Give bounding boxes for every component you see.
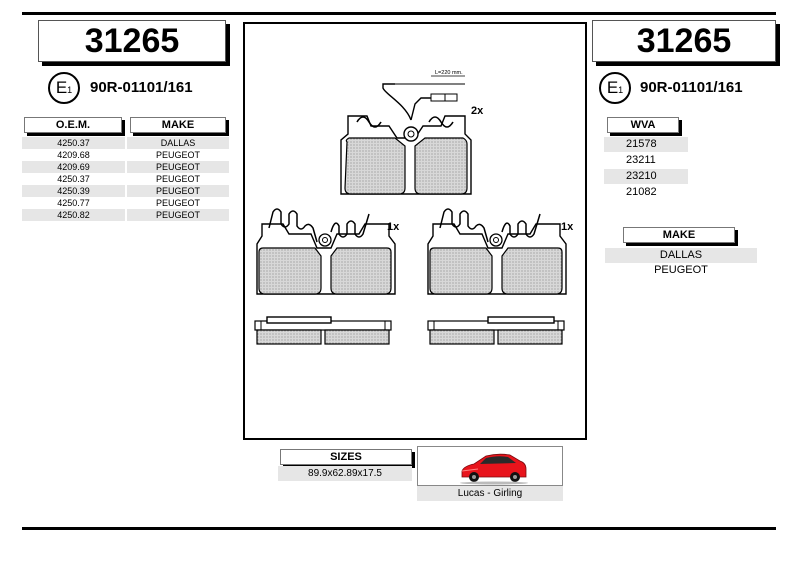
oem-cell: 4250.77 (57, 198, 90, 208)
top-rule (22, 12, 776, 15)
e-mark-icon (48, 72, 80, 104)
sizes-header: SIZES (280, 449, 412, 465)
make-cell: PEUGEOT (127, 209, 229, 221)
make-list-item: PEUGEOT (654, 264, 708, 276)
top-pad (341, 70, 484, 194)
make-cell: PEUGEOT (127, 161, 229, 173)
oem-cell: 4250.39 (22, 185, 125, 197)
oem-cell: 4250.82 (22, 209, 125, 221)
car-image (417, 446, 563, 486)
wva-item: 23210 (604, 169, 688, 184)
drawing-svg (245, 24, 585, 438)
red-sports-car-icon (418, 447, 564, 487)
qty-right: 1x (561, 221, 574, 233)
wva-item: 23211 (626, 154, 656, 166)
make-cell: PEUGEOT (127, 185, 229, 197)
make-cell: PEUGEOT (155, 174, 200, 184)
oem-cell: 4250.37 (22, 137, 125, 149)
sensor-length-label: L=220 mm. (435, 70, 463, 76)
supplier-label: Lucas - Girling (417, 486, 563, 501)
make-cell: DALLAS (127, 137, 229, 149)
wva-item: 21578 (604, 137, 688, 152)
part-number-left: 31265 (38, 20, 226, 62)
e-mark-letter: E (55, 78, 68, 97)
oem-cell: 4209.68 (57, 150, 90, 160)
bottom-rule (22, 527, 776, 530)
oem-cell: 4209.69 (22, 161, 125, 173)
make-header: MAKE (130, 117, 226, 133)
wva-header: WVA (607, 117, 679, 133)
e-mark-number: 1 (67, 85, 73, 95)
oem-cell: 4250.37 (57, 174, 90, 184)
make-cell: PEUGEOT (155, 150, 200, 160)
approval-code-left: 90R-01101/161 (90, 79, 193, 96)
e-mark-letter: E (606, 78, 619, 97)
make-cell: PEUGEOT (155, 198, 200, 208)
part-number-right: 31265 (592, 20, 776, 62)
oem-header: O.E.M. (24, 117, 122, 133)
make-list-item: DALLAS (605, 248, 757, 263)
approval-code-right: 90R-01101/161 (640, 79, 743, 96)
right-pad (428, 209, 574, 344)
sizes-value: 89.9x62.89x17.5 (278, 466, 412, 481)
qty-left: 1x (387, 221, 400, 233)
brake-pad-drawing (243, 22, 587, 440)
e-mark-icon (599, 72, 631, 104)
qty-top: 2x (471, 105, 484, 117)
e-mark-number: 1 (618, 85, 624, 95)
make-list-header: MAKE (623, 227, 735, 243)
left-pad (255, 209, 400, 344)
wva-item: 21082 (626, 186, 657, 198)
